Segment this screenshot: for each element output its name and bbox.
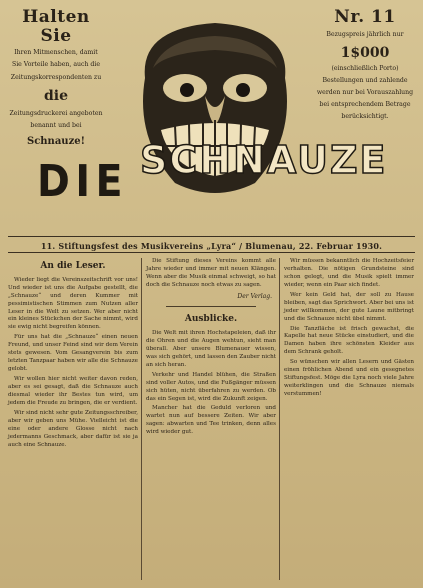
column-1 <box>8 258 138 451</box>
separator <box>166 306 256 307</box>
right-line-5: bei entsprechendem Betrage <box>319 100 411 108</box>
price: 1$000 <box>340 44 390 61</box>
left-line-2: Sie Vorteile haben, auch die <box>11 61 101 69</box>
article-heading-leser: An die Leser. <box>40 261 106 271</box>
paragraph: Für uns hat die „Schnauze“ einen neuen Freund, und unser Feind sind wir dem Verein stets gewesen. Vom Gesangverein bis zum letzten Tanzpaar haben wir alle die Schnauze gelobt. <box>8 334 138 373</box>
signature: Der Verlag. <box>237 292 272 300</box>
left-schnauze: Schnauze! <box>26 135 86 147</box>
issue-number: Nr. 11 <box>334 7 396 27</box>
paragraph: Die Tanzfläche ist frisch gewachst, die Kapelle hat neue Stücke einstudiert, und die Damen haben ihre schönsten Kleider aus dem Schrank geholt. <box>284 325 414 356</box>
left-line-4: Zeitungsdruckerei angeboten <box>9 109 103 117</box>
bottom-rule <box>8 252 415 253</box>
left-line-1: Ihren Mitmenschen, damit <box>14 49 98 57</box>
right-line-4: werden nur bei Vorauszahlung <box>316 88 414 96</box>
article-heading-ausblicke: Ausblicke. <box>184 314 238 325</box>
paragraph: So wünschen wir allen Lesern und Gästen einen fröhlichen Abend und ein gesegnetes Stiftungsfest. Möge die Lyra noch viele Jahre weiterklingen und die Schnauze niemals verstummen! <box>284 359 414 397</box>
left-die: die <box>43 87 68 104</box>
column-divider-1 <box>141 258 142 580</box>
top-rule <box>8 236 415 237</box>
title-die: DIE <box>37 156 128 207</box>
left-heading: Halten Sie <box>22 7 90 46</box>
right-line-1: Bezugspreis jährlich nur <box>326 30 404 38</box>
paragraph: Mancher hat die Geduld verloren und wartet nun auf bessere Zeiten. Wir aber sagen: abwarten und Tee trinken, denn alles wird wieder gut. <box>146 405 276 436</box>
paragraph: Wir wollen hier nicht weiter davon reden, aber es sei gesagt, daß die Schnauze auch diesmal wieder ihr Bestes tun wird, um jedem die Freude zu bringen, die er verdient. <box>8 376 138 406</box>
column-3 <box>284 258 414 401</box>
dateline: 11. Stiftungsfest des Musikvereins „Lyra“ / Blumenau, 22. Februar 1930. <box>40 241 383 251</box>
column-divider-2 <box>279 258 280 580</box>
column-2 <box>146 258 276 439</box>
right-line-3: Bestellungen und zahlende <box>322 76 408 84</box>
right-line-2: (einschließlich Porto) <box>331 64 399 72</box>
right-line-6: berücksichtigt. <box>341 113 389 120</box>
masthead-left <box>6 8 106 147</box>
paragraph: Wir sind nicht sehr gute Zeitungsschreiber, aber wir geben uns Mühe. Vielleicht ist die eine oder andere Glosse nicht nach jedermanns Geschmack, aber dafür ist sie ja auch eine Schnauze. <box>8 409 138 448</box>
left-line-3: Zeitungskorrespondenten zu <box>10 73 102 81</box>
left-line-5: benannt und bei <box>30 121 82 129</box>
paragraph: Wer kein Geld hat, der soll zu Hause bleiben, sagt das Sprichwort. Aber bei uns ist jeder willkommen, der gute Laune mitbringt und die Schnauze nicht übel nimmt. <box>284 291 414 322</box>
title-schnauze: SCHNAUZE <box>140 138 388 182</box>
paragraph: Die Welt mit ihren Hochstapeleien, daß ihr die Ohren und die Augen wehtun, sieht man überall. Aber unsere Blumenauer wissen, was sich gehört, und lassen den Zauber nicht an sich heran. <box>146 330 276 368</box>
paragraph: Wir müssen bekanntlich die Hochzeitsfeier verhalten. Die nötigen Grundsteine sind schon gelegt, und die Musik spielt immer wieder, wenn ein Paar sich findet. <box>284 258 414 288</box>
paragraph: Wieder liegt die Vereinszeitschrift vor uns! Und wieder ist uns die Aufgabe gestellt, die „Schnauze“ und deren Kummer mit pessimistischen Stimmen zum Nutzen aller Leser in die Welt zu setzen. Wer aber nicht ein kleines Stückchen der Sache nimmt, wird sie ewig nicht begreifen können. <box>8 276 138 331</box>
paragraph: Verkehr und Handel blühen, die Straßen sind voller Autos, und die Fußgänger müssen sich hüten, nicht überfahren zu werden. Ob das ein Segen ist, wird die Zukunft zeigen. <box>146 371 276 402</box>
paragraph: Die Stiftung dieses Vereins kommt alle Jahre wieder und immer mit neuen Klängen. Wenn aber die Musik einmal schweigt, so hat doch die Schnauze noch etwas zu sagen. <box>146 258 276 288</box>
masthead-right <box>313 8 417 125</box>
